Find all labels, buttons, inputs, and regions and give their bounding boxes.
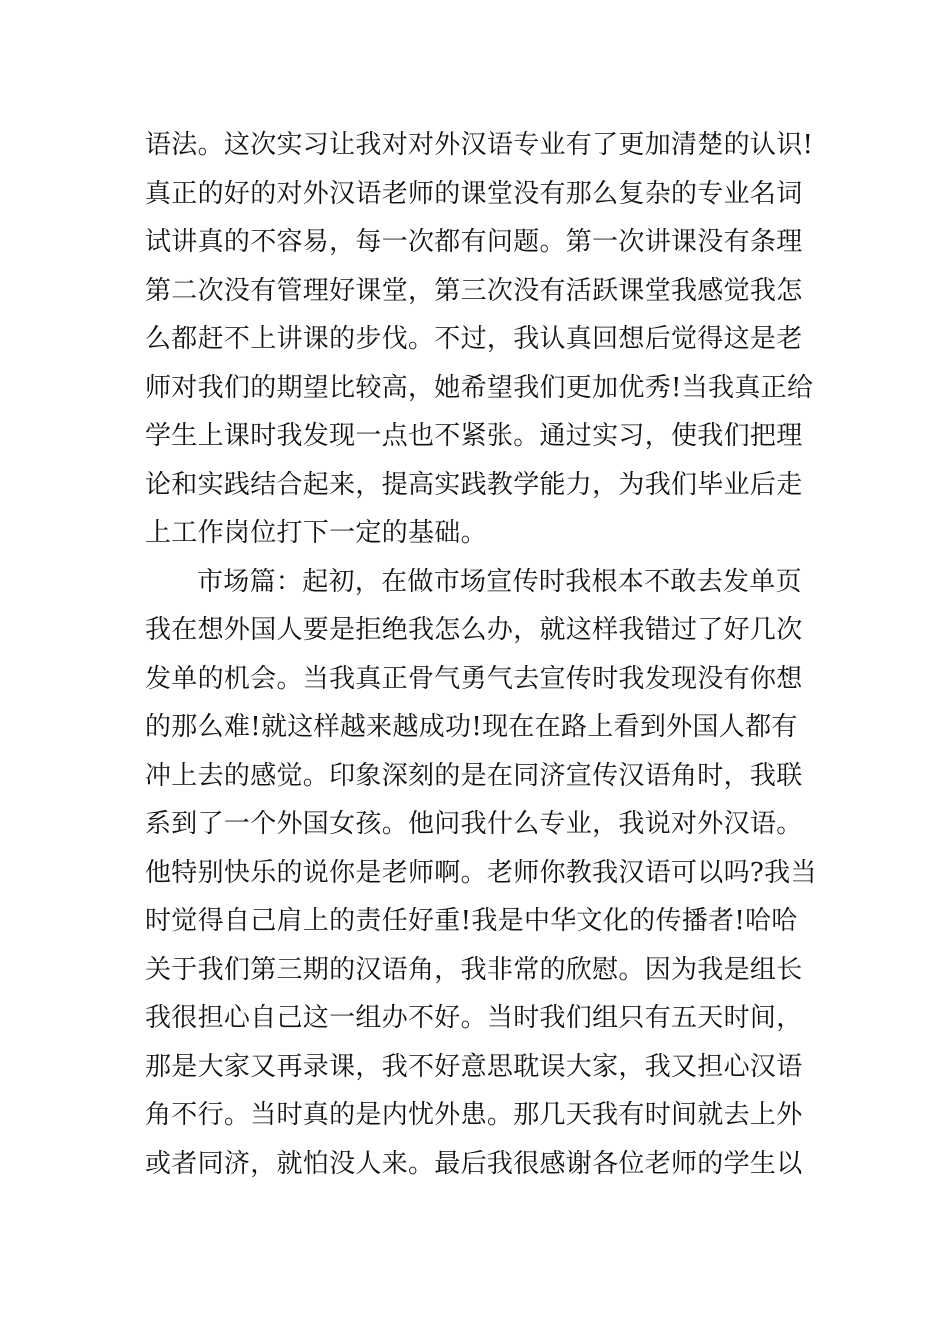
text-line: 上工作岗位打下一定的基础。 (145, 518, 487, 548)
text-line: 真正的好的对外汉语老师的课堂没有那么复杂的专业名词 (145, 178, 803, 209)
text-line: 的那么难!就这样越来越成功!现在在路上看到外国人都有 (145, 712, 798, 742)
text-line: 学生上课时我发现一点也不紧张。通过实习，使我们把理 (145, 421, 803, 451)
text-line: 我在想外国人要是拒绝我怎么办，就这样我错过了好几次 (145, 615, 803, 645)
text-line: 发单的机会。当我真正骨气勇气去宣传时我发现没有你想 (145, 663, 803, 694)
text-line: 师对我们的期望比较高，她希望我们更加优秀!当我真正给 (145, 372, 814, 403)
body-text (145, 121, 815, 1188)
text-line: 角不行。当时真的是内忧外患。那几天我有时间就去上外 (145, 1100, 803, 1130)
paragraph-start-line: 市场篇：起初，在做市场宣传时我根本不敢去发单页 (197, 566, 802, 597)
text-line: 他特别快乐的说你是老师啊。老师你教我汉语可以吗?我当 (145, 857, 817, 888)
text-line: 试讲真的不容易，每一次都有问题。第一次讲课没有条理 (145, 227, 803, 257)
text-line: 语法。这次实习让我对对外汉语专业有了更加清楚的认识! (145, 130, 814, 160)
text-line: 冲上去的感觉。印象深刻的是在同济宣传汉语角时，我联 (145, 760, 803, 791)
text-line: 第二次没有管理好课堂，第三次没有活跃课堂我感觉我怎 (145, 275, 803, 306)
text-line: 那是大家又再录课，我不好意思耽误大家，我又担心汉语 (145, 1051, 803, 1082)
text-line: 么都赶不上讲课的步伐。不过，我认真回想后觉得这是老 (145, 324, 803, 354)
text-line: 论和实践结合起来，提高实践教学能力，为我们毕业后走 (145, 469, 803, 500)
text-line: 我很担心自己这一组办不好。当时我们组只有五天时间， (145, 1003, 803, 1033)
text-line: 时觉得自己肩上的责任好重!我是中华文化的传播者!哈哈 (145, 906, 798, 936)
text-line: 或者同济，就怕没人来。最后我很感谢各位老师的学生以 (145, 1148, 803, 1179)
text-line: 系到了一个外国女孩。他问我什么专业，我说对外汉语。 (145, 809, 803, 839)
text-line: 关于我们第三期的汉语角，我非常的欣慰。因为我是组长 (145, 954, 803, 985)
